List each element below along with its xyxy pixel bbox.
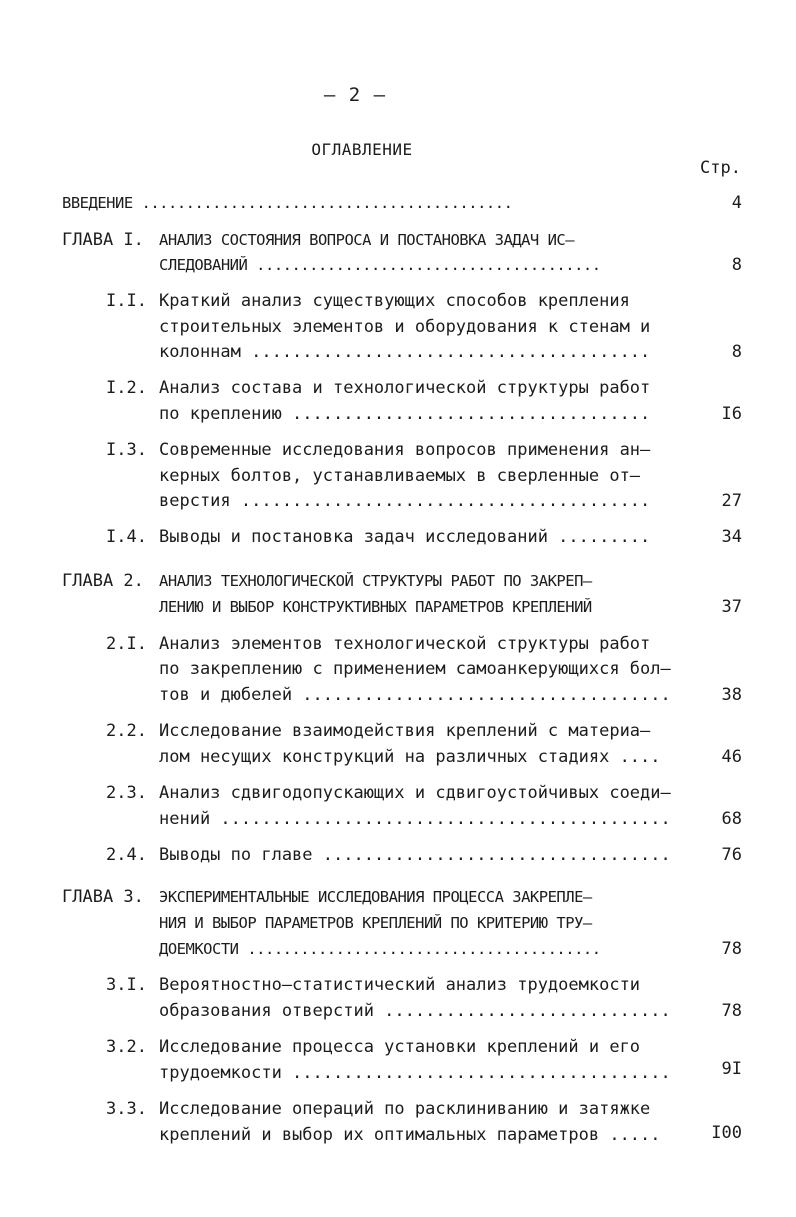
toc-entry-page: 8: [731, 342, 742, 362]
toc-entry-text: Исследование операций по расклиниванию и затяжке: [159, 1099, 651, 1119]
toc-entry-text: ДОЕМКОСТИ ........................................: [159, 940, 601, 958]
toc-entry-page: 46: [721, 747, 742, 767]
toc-entry-text: по закреплению с применением самоанкерующихся бол–: [159, 659, 671, 679]
toc-entry-page: 78: [721, 939, 742, 959]
toc-entry-page: 78: [721, 1001, 742, 1021]
toc-entry-text: по креплению ...................................: [159, 404, 651, 424]
section-number: I.I.: [106, 291, 147, 311]
toc-entry-text: лом несущих конструкций на различных стадиях ....: [159, 747, 661, 767]
section-number: 3.I.: [106, 975, 147, 995]
toc-entry-page: 9I: [721, 1059, 742, 1079]
toc-entry-text: строительных элементов и оборудования к стенам и: [159, 317, 651, 337]
toc-entry-text: Выводы и постановка задач исследований .........: [159, 527, 651, 547]
toc-entry-page: I6: [721, 404, 742, 424]
toc-entry-text: креплений и выбор их оптимальных параметров .....: [159, 1125, 661, 1145]
toc-entry-text: трудоемкости .....................................: [159, 1063, 671, 1083]
section-number: 2.I.: [106, 634, 147, 654]
chapter-label: ГЛАВА 3.: [62, 887, 144, 907]
page-column-header: Стр.: [700, 158, 741, 178]
section-number: I.2.: [106, 378, 147, 398]
toc-entry-text: Анализ элементов технологической структуры работ: [159, 634, 651, 654]
toc-entry-text: АНАЛИЗ ТЕХНОЛОГИЧЕСКОЙ СТРУКТУРЫ РАБОТ ПО ЗАКРЕП–: [159, 572, 592, 590]
toc-entry-text: керных болтов, устанавливаемых в сверленные от–: [159, 466, 641, 486]
toc-entry-text: ВВЕДЕНИЕ ..........................................: [62, 194, 513, 212]
chapter-label: ГЛАВА 2.: [62, 571, 144, 591]
section-number: 3.2.: [106, 1037, 147, 1057]
toc-entry-page: 34: [721, 527, 742, 547]
toc-entry-text: Анализ состава и технологической структуры работ: [159, 378, 651, 398]
toc-entry-page: I00: [711, 1123, 742, 1143]
toc-entry-text: образования отверстий ............................: [159, 1001, 671, 1021]
toc-entry-page: 76: [721, 845, 742, 865]
toc-entry-page: 27: [721, 491, 742, 511]
chapter-label: ГЛАВА I.: [62, 230, 144, 250]
toc-entry-text: Современные исследования вопросов применения ан–: [159, 440, 651, 460]
toc-entry-text: АНАЛИЗ СОСТОЯНИЯ ВОПРОСА И ПОСТАНОВКА ЗАДАЧ ИС–: [159, 231, 575, 249]
toc-entry-text: верстия ........................................: [159, 491, 651, 511]
section-number: 2.3.: [106, 783, 147, 803]
toc-entry-page: 37: [721, 597, 742, 617]
toc-entry-text: колоннам .......................................: [159, 342, 651, 362]
page-number: – 2 –: [323, 84, 387, 106]
toc-entry-text: Исследование взаимодействия креплений с материа–: [159, 721, 651, 741]
section-number: 3.3.: [106, 1099, 147, 1119]
toc-entry-page: 38: [721, 685, 742, 705]
toc-entry-text: Исследование процесса установки креплений и его: [159, 1037, 641, 1057]
toc-entry-text: Краткий анализ существующих способов крепления: [159, 291, 630, 311]
toc-entry-page: 68: [721, 809, 742, 829]
toc-entry-text: нений ............................................: [159, 809, 671, 829]
toc-entry-text: ЛЕНИЮ И ВЫБОР КОНСТРУКТИВНЫХ ПАРАМЕТРОВ КРЕПЛЕНИЙ: [159, 598, 592, 616]
toc-entry-text: ЭКСПЕРИМЕНТАЛЬНЫЕ ИССЛЕДОВАНИЯ ПРОЦЕССА ЗАКРЕПЛЕ–: [159, 888, 592, 906]
toc-entry-text: тов и дюбелей ....................................: [159, 685, 671, 705]
toc-title: ОГЛАВЛЕНИЕ: [311, 140, 413, 159]
toc-entry-text: Анализ сдвигодопускающих и сдвигоустойчивых соеди–: [159, 783, 671, 803]
section-number: 2.4.: [106, 845, 147, 865]
toc-entry-page: 8: [731, 255, 742, 275]
toc-entry-page: 4: [731, 193, 742, 213]
toc-entry-text: Выводы по главе ..................................: [159, 845, 671, 865]
toc-entry-text: Вероятностно–статистический анализ трудоемкости: [159, 975, 641, 995]
section-number: I.4.: [106, 527, 147, 547]
toc-entry-text: НИЯ И ВЫБОР ПАРАМЕТРОВ КРЕПЛЕНИЙ ПО КРИТЕРИЮ ТРУ–: [159, 914, 592, 932]
toc-entry-text: СЛЕДОВАНИЙ .......................................: [159, 256, 601, 274]
section-number: 2.2.: [106, 721, 147, 741]
section-number: I.3.: [106, 440, 147, 460]
